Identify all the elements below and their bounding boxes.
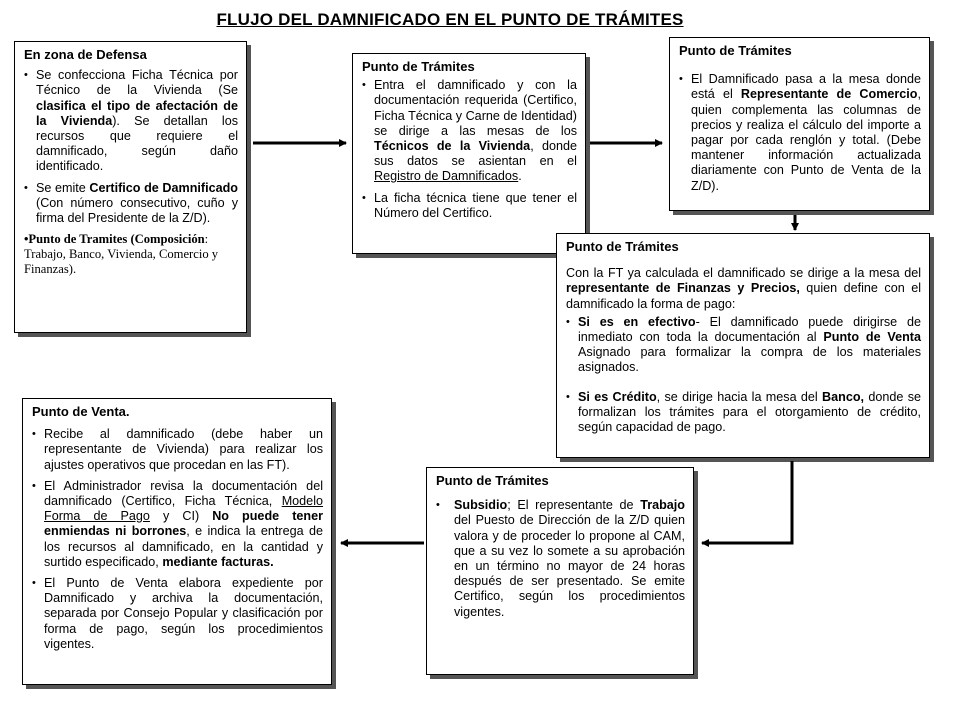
text-span: , quien complementa las columnas de precios y realiza el cálculo del importe a pagar por cada renglón y total. (Debe mantener información actualizada diariamente con Punto de Venta de la Z/D). [691, 87, 921, 193]
box-heading: Punto de Trámites [679, 43, 792, 58]
text-span: (Con número consecutivo, cuño y firma del Presidente de la Z/D). [36, 195, 238, 226]
composition-note: •Punto de Tramites (Composición: Trabajo, Banco, Vivienda, Comercio y Finanzas). [24, 232, 219, 277]
text-bold: Punto de Tramites (Composición [28, 232, 205, 247]
text-bold: Representante de Comercio [740, 87, 918, 102]
intro-text [566, 266, 921, 312]
list-item: • El Punto de Venta elabora expediente por Damnificado y archiva la documentación, separada por Consejo Popular y clasificación por forma de pago, según los procedimientos vigentes. [32, 576, 323, 652]
list-item [362, 78, 577, 184]
text-span: ). Se detallan los recursos que requiere el damnificado, según daño identificado. [36, 113, 238, 174]
text-span: Asignado para formalizar la compra de los materiales asignados. [578, 345, 921, 375]
text-span: quien define con el damnificado la forma de pago: [566, 281, 921, 311]
text-span: , se dirige hacia la mesa del [656, 389, 823, 404]
box-heading: Punto de Trámites [566, 239, 679, 254]
text-span: y CI) [149, 509, 213, 524]
text-bold: clasifica el tipo de afectación de la Vivienda [36, 98, 238, 128]
text-span: del Puesto de Dirección de la Z/D quien valora y de proceder lo propone al CAM, que a su vez lo somete a su aprobación en un término no mayor de 24 horas después de ser presentado. Se emite Certifico, según los procedimientos vigentes. [454, 513, 685, 619]
text-span: Con la FT ya calculada el damnificado se dirige a la mesa del [566, 266, 921, 281]
text-bold: Si es Crédito [578, 389, 657, 404]
arrow-box4-to-box5 [702, 461, 792, 543]
box-heading: En zona de Defensa [24, 47, 147, 62]
list-item: • La ficha técnica tiene que tener el Número del Certifico. [362, 191, 577, 221]
list-item [566, 390, 921, 436]
list-item [679, 72, 921, 194]
text-span: . [518, 169, 522, 184]
text-span: Se confecciona Ficha Técnica por Técnico de la Vivienda (Se [36, 68, 238, 98]
box-zona-defensa [14, 41, 247, 333]
text-underline: Registro de Damnificados [374, 169, 519, 184]
text-bold: representante de Finanzas y Precios, [566, 281, 800, 296]
text-underline: Modelo Forma de Pago [44, 494, 323, 524]
text-bold: Certifico de Damnificado [89, 180, 238, 195]
list-item [32, 479, 323, 570]
text-bold: Punto de Venta [823, 330, 922, 345]
box-punto-tramites-subsidio [426, 467, 694, 675]
list-item [436, 498, 685, 620]
box-punto-tramites-finanzas [556, 233, 930, 458]
box-heading: Punto de Trámites [362, 59, 475, 74]
box-heading: Punto de Venta. [32, 404, 130, 419]
text-bold: Banco, [822, 389, 865, 404]
text-bold: Técnicos de la Vivienda [374, 139, 531, 154]
page-title: FLUJO DEL DAMNIFICADO EN EL PUNTO DE TRÁMITES [216, 10, 684, 29]
box-punto-tramites-entrada [352, 53, 586, 254]
text-span: - El damnificado puede dirigirse de inmediato con toda la documentación al [578, 314, 921, 345]
text-bold: No puede tener enmiendas ni borrones [44, 509, 323, 539]
box-punto-venta [22, 398, 332, 685]
text-span: ; El representante de [507, 498, 641, 513]
text-bold: mediante facturas. [162, 554, 274, 569]
text-span: , donde sus datos se asientan en el [374, 139, 577, 169]
list-item: • Recibe al damnificado (debe haber un representante de Vivienda) para realizar los ajustes operativos que procedan en las FT). [32, 427, 323, 473]
text-bold: Si es en efectivo [578, 314, 696, 329]
box-punto-tramites-comercio [669, 37, 930, 211]
text-span: : Trabajo, Banco, Vivienda, Comercio y Finanzas). [24, 232, 219, 277]
text-bold: Trabajo [640, 498, 685, 513]
text-span: Se emite [36, 180, 90, 195]
text-span: El Administrador revisa la documentación del damnificado (Certifico, Ficha Técnica, [44, 478, 323, 509]
list-item [24, 181, 238, 227]
text-span: , e indica la entrega de los recursos al damnificado, en la cantidad y surtido especificado, [44, 524, 323, 569]
text-bold: Subsidio [454, 498, 508, 513]
list-item [566, 315, 921, 376]
text-span: El Damnificado pasa a la mesa donde está el [691, 72, 921, 102]
text-span: Entra el damnificado y con la documentación requerida (Certifico, Ficha Técnica y Carne de Identidad) se dirige a las mesas de los [374, 78, 577, 138]
list-item [24, 68, 238, 174]
box-heading: Punto de Trámites [436, 473, 549, 488]
text-span: donde se formalizan los trámites para el otorgamiento de crédito, según capacidad de pago. [578, 389, 922, 435]
